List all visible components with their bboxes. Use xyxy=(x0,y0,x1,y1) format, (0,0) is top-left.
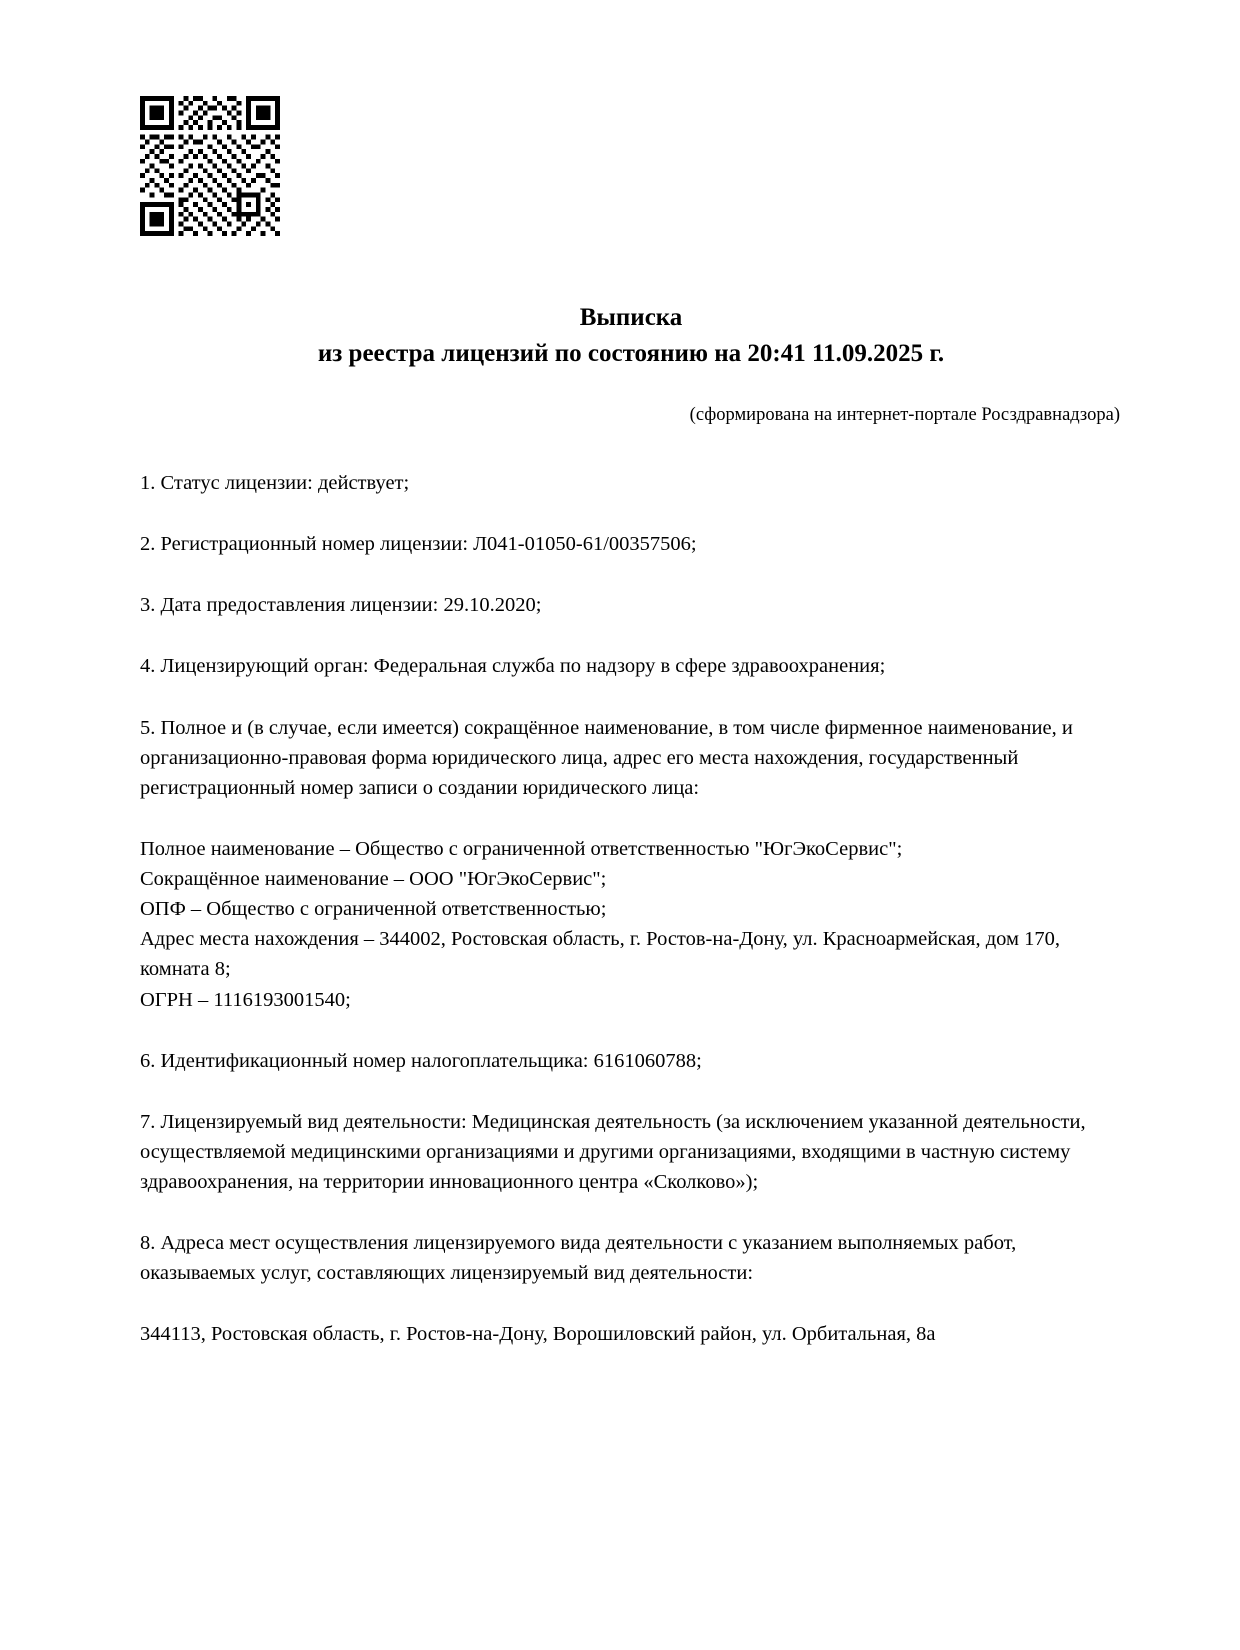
clause-status: 1. Статус лицензии: действует; xyxy=(140,472,410,494)
clause-list xyxy=(140,468,1122,1350)
qr-code xyxy=(140,96,280,236)
clause-addresses-intro: 8. Адреса мест осуществления лицензируемого вида деятельности с указанием выполняемых работ, оказываемых услуг, составляющих лицензируемый вид деятельности: xyxy=(140,1232,1017,1285)
entity-legal-form: ОПФ – Общество с ограниченной ответственностью; xyxy=(140,898,607,921)
clause-entity-intro: 5. Полное и (в случае, если имеется) сокращённое наименование, в том числе фирменное наименование, и организационно-правовая форма юридического лица, адрес его места нахождения, государственный регистрационный номер записи о создании юридического лица: xyxy=(140,716,1073,799)
clause-inn: 6. Идентификационный номер налогоплательщика: 6161060788; xyxy=(140,1049,702,1072)
entity-address: Адрес места нахождения – 344002, Ростовская область, г. Ростов-на-Дону, ул. Красноармейская, дом 170, комната 8; xyxy=(140,928,1060,981)
clause-issue-date: 3. Дата предоставления лицензии: 29.10.2020; xyxy=(140,594,542,617)
activity-address-item: 344113, Ростовская область, г. Ростов-на-Дону, Ворошиловский район, ул. Орбитальная, 8а xyxy=(140,1323,936,1346)
page-title xyxy=(140,300,1122,371)
entity-ogrn: ОГРН – 1116193001540; xyxy=(140,988,351,1011)
clause-licensing-authority: 4. Лицензирующий орган: Федеральная служба по надзору в сфере здравоохранения; xyxy=(140,655,886,678)
clause-licensed-activity: 7. Лицензируемый вид деятельности: Медицинская деятельность (за исключением указанной деятельности, осуществляемой медицинскими организациями и другими организациями, входящими в частную систему здравоохранения, на территории инновационного центра «Сколково»); xyxy=(140,1110,1086,1193)
title-line-1: Выписка xyxy=(579,304,683,331)
entity-short-name: Сокращённое наименование – ООО "ЮгЭкоСервис"; xyxy=(140,868,607,890)
entity-details xyxy=(140,834,1122,1015)
title-line-2: из реестра лицензий по состоянию на 20:41 11.09.2025 г. xyxy=(317,339,945,367)
document-subtitle: (сформирована на интернет-портале Росздравнадзора) xyxy=(689,405,1120,425)
clause-registration-number: 2. Регистрационный номер лицензии: Л041-01050-61/00357506; xyxy=(140,533,697,556)
entity-full-name: Полное наименование – Общество с ограниченной ответственностью "ЮгЭкоСервис"; xyxy=(140,837,903,860)
